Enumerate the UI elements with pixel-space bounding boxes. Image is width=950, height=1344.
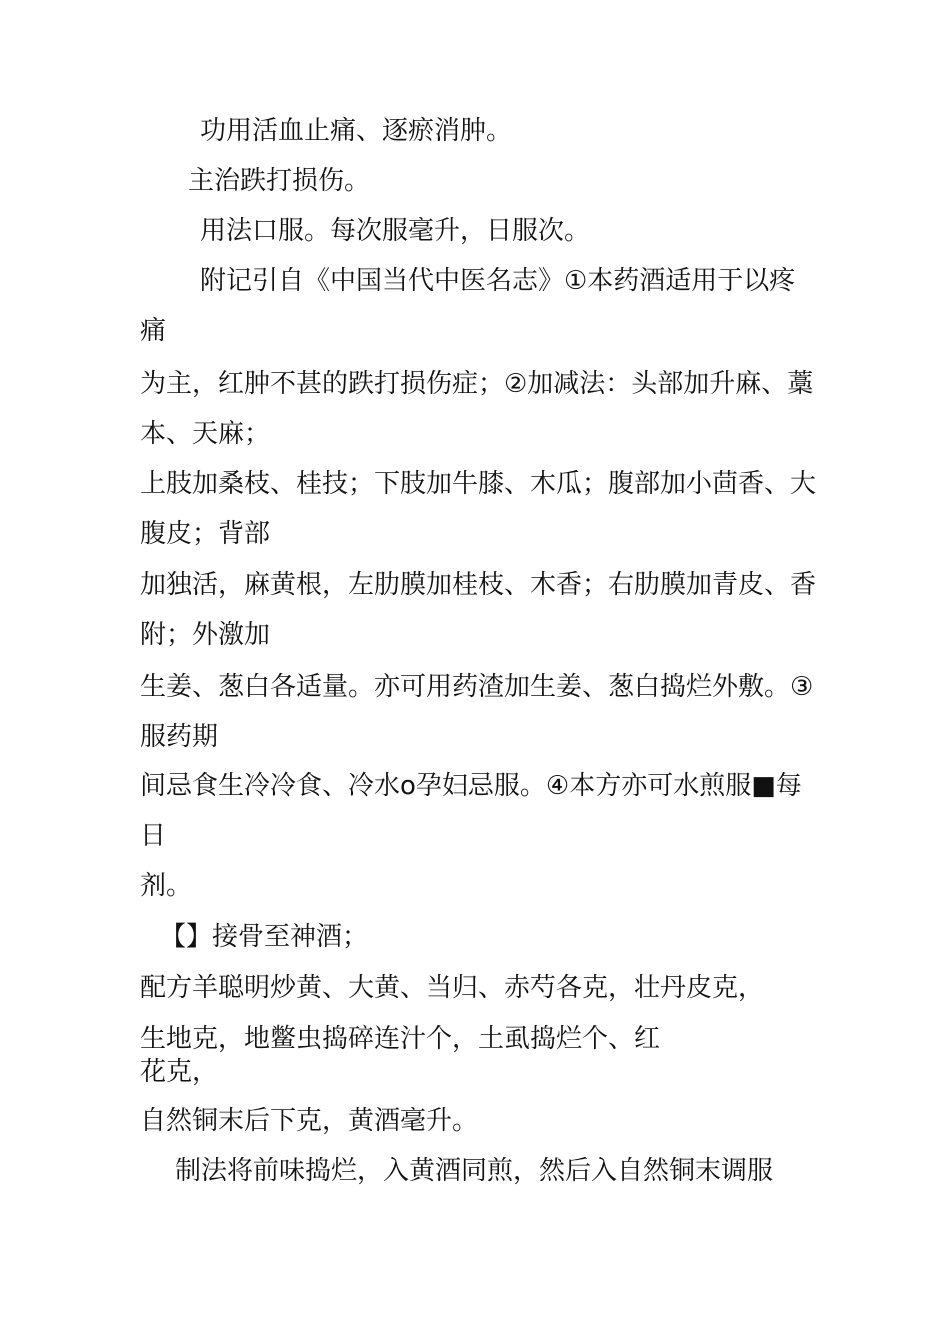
text-line: 附；外激加 — [140, 620, 271, 650]
text-line: 本、天麻； — [140, 419, 271, 449]
text-line: 上肢加桑枝、桂技；下肢加牛膝、木瓜；腹部加小茴香、大 — [140, 469, 817, 499]
text-line: 间忌食生冷冷食、冷水ο孕妇忌服。④本方亦可水煎服■每 — [140, 771, 802, 801]
text-line: 自然铜末后下克，黄酒毫升。 — [140, 1106, 479, 1136]
text-line-usage: 用法口服。每次服毫升，日服次。 — [200, 216, 591, 246]
text-line: 生地克，地鳖虫捣碎连汁个，土虱捣烂个、红 — [140, 1024, 661, 1054]
text-line-function: 功用活血止痛、逐瘀消肿。 — [200, 116, 513, 146]
recipe-heading: 【】接骨至神酒； — [160, 922, 369, 952]
text-line-indication: 主治跌打损伤。 — [188, 166, 371, 196]
text-line: 腹皮；背部 — [140, 519, 271, 549]
text-line: 为主，红肿不甚的跌打损伤症；②加减法：头部加升麻、藁 — [140, 369, 814, 399]
text-line-note: 附记引自《中国当代中医名志》①本药酒适用于以疼 — [200, 266, 796, 296]
text-line: 服药期 — [140, 722, 219, 752]
text-line: 痛 — [140, 316, 167, 346]
text-line: 剂。 — [140, 871, 193, 901]
text-line: 生姜、葱白各适量。亦可用药渣加生姜、葱白捣烂外敷。③ — [140, 672, 814, 702]
text-line: 日 — [140, 821, 167, 851]
text-line-formula: 配方羊聪明炒黄、大黄、当归、赤芍各克，壮丹皮克， — [140, 973, 765, 1003]
text-line: 花克， — [140, 1057, 219, 1087]
text-line: 加独活，麻黄根，左肋膜加桂枝、木香；右肋膜加青皮、香 — [140, 570, 817, 600]
text-line-preparation: 制法将前味捣烂，入黄酒同煎，然后入自然铜末调服 — [175, 1156, 774, 1186]
